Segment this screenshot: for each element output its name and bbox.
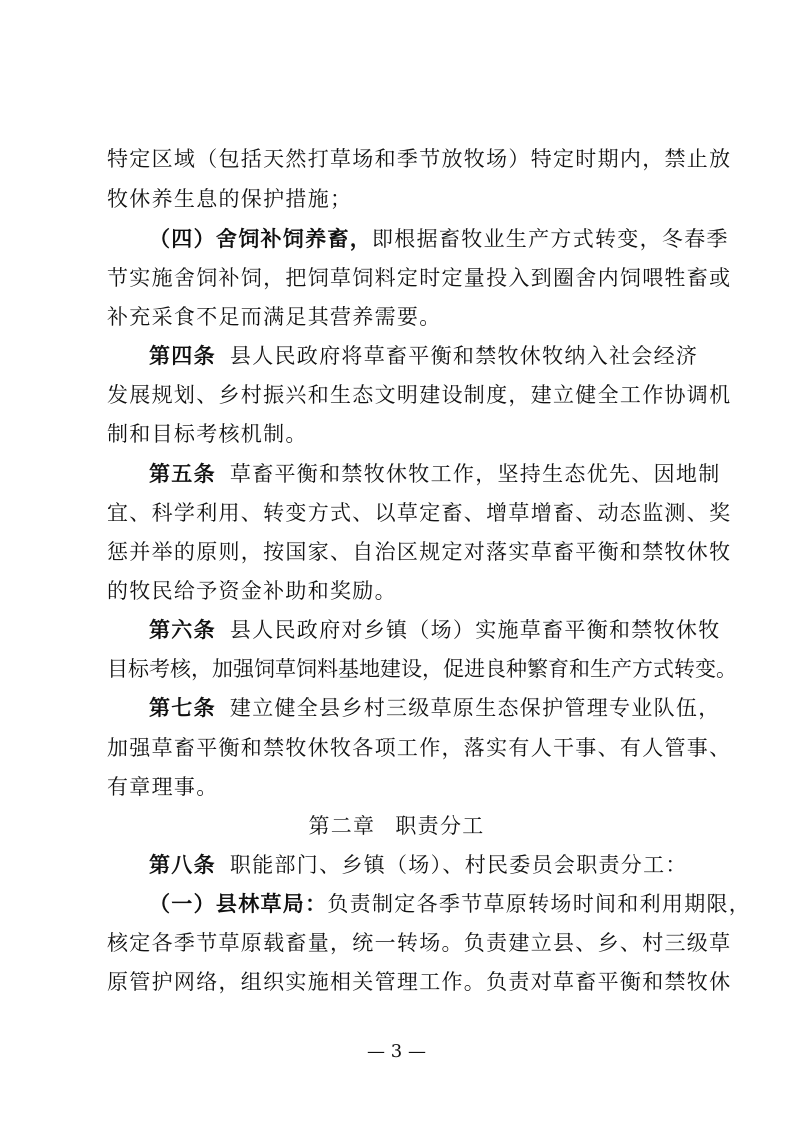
article-line xyxy=(149,693,721,723)
body-line xyxy=(107,380,732,410)
article-heading: 第七条 xyxy=(149,696,216,720)
body-line xyxy=(107,654,737,684)
line-text: 制和目标考核机制。 xyxy=(107,422,308,446)
article-heading: 第八条 xyxy=(149,853,216,877)
body-line xyxy=(107,928,732,958)
article-heading: 第五条 xyxy=(149,462,216,486)
line-text: 即根据畜牧业生产方式转变，冬春季 xyxy=(372,227,729,251)
line-text: 发展规划、乡村振兴和生态文明建设制度，建立健全工作协调机 xyxy=(107,383,732,407)
body-line xyxy=(107,498,732,528)
line-text: 节实施舍饲补饲，把饲草饲料定时定量投入到圈舍内饲喂牲畜或 xyxy=(107,266,732,290)
line-text: 的牧民给予资金补助和奖励。 xyxy=(107,579,397,603)
line-text: 原管护网络，组织实施相关管理工作。负责对草畜平衡和禁牧休 xyxy=(107,970,732,994)
line-text: 建立健全县乡村三级草原生态保护管理专业队伍， xyxy=(229,696,721,720)
item-heading-line xyxy=(149,224,729,254)
body-line xyxy=(107,263,732,293)
body-line xyxy=(107,184,697,214)
line-text: 宜、科学利用、转变方式、以草定畜、增草增畜、动态监测、奖 xyxy=(107,501,732,525)
line-text: 加强草畜平衡和禁牧休牧各项工作，落实有人干事、有人管事、 xyxy=(107,736,732,760)
article-line xyxy=(149,341,697,371)
body-line xyxy=(107,733,732,763)
body-line xyxy=(107,144,732,174)
line-text: 目标考核，加强饲草饲料基地建设，促进良种繁育和生产方式转变。 xyxy=(107,657,737,681)
body-line xyxy=(107,302,697,332)
line-text: 负责制定各季节草原转场时间和利用期限， xyxy=(327,892,752,916)
body-line xyxy=(107,576,697,606)
line-text: 有章理事。 xyxy=(107,775,219,799)
article-line xyxy=(149,615,721,645)
body-line xyxy=(107,772,697,802)
body-line xyxy=(107,967,732,997)
chapter-number: 第二章 xyxy=(308,814,376,838)
line-text: 牧休养生息的保护措施； xyxy=(107,187,353,211)
line-text: 特定区域（包括天然打草场和季节放牧场）特定时期内，禁止放 xyxy=(107,147,732,171)
line-text: 草畜平衡和禁牧休牧工作，坚持生态优先、因地制 xyxy=(229,462,721,486)
page-number: — 3 — xyxy=(367,1041,426,1062)
line-text: 核定各季节草原载畜量，统一转场。负责建立县、乡、村三级草 xyxy=(107,931,732,955)
item-heading: （四）舍饲补饲养畜， xyxy=(149,227,372,251)
line-text: 补充采食不足而满足其营养需要。 xyxy=(107,305,442,329)
item-heading-line xyxy=(149,889,752,919)
article-heading: 第四条 xyxy=(149,344,216,368)
article-line xyxy=(149,850,697,880)
article-line xyxy=(149,459,721,489)
chapter-title: 职责分工 xyxy=(395,814,485,838)
chapter-heading xyxy=(0,811,793,841)
body-line xyxy=(107,537,732,567)
line-text: 县人民政府将草畜平衡和禁牧休牧纳入社会经济 xyxy=(229,344,699,368)
line-text: 职能部门、乡镇（场）、村民委员会职责分工： xyxy=(229,853,688,877)
line-text: 县人民政府对乡镇（场）实施草畜平衡和禁牧休牧 xyxy=(229,618,721,642)
article-heading: 第六条 xyxy=(149,618,216,642)
item-heading: （一）县林草局： xyxy=(149,892,328,916)
line-text: 惩并举的原则，按国家、自治区规定对落实草畜平衡和禁牧休牧 xyxy=(107,540,732,564)
body-line xyxy=(107,419,697,449)
